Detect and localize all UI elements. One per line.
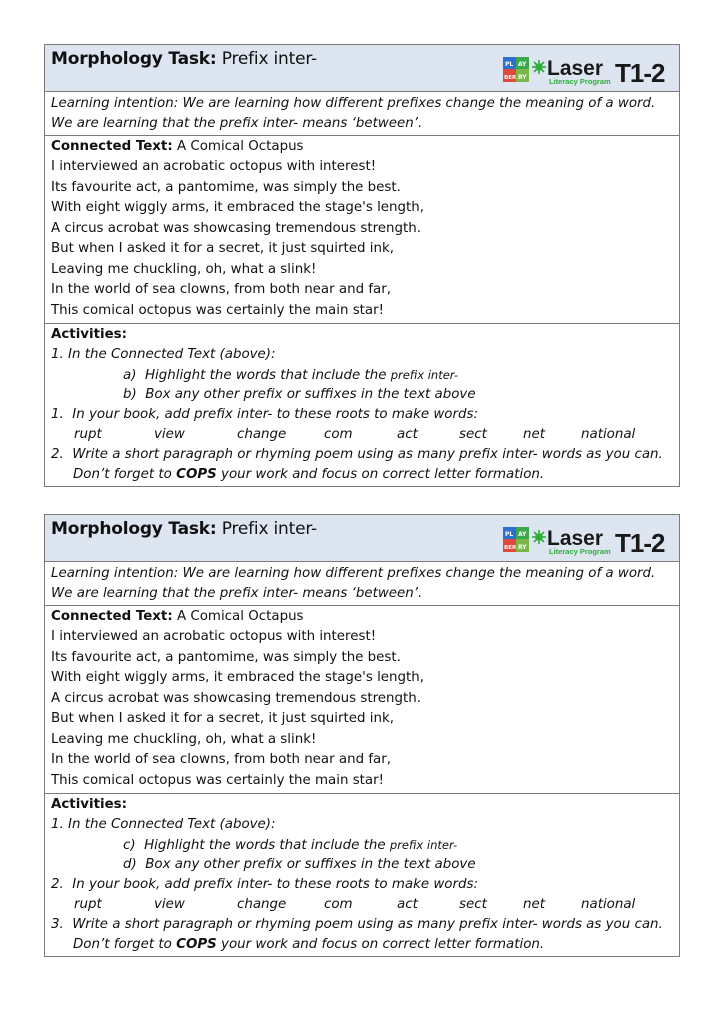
subtitle: Literacy Program xyxy=(549,77,611,86)
learning-intention-line: Learning intention: We are learning how different prefixes change the meaning of a word. xyxy=(51,96,656,111)
sub-a-text: Highlight the words that include the xyxy=(144,368,391,383)
poem-line: I interviewed an acrobatic octopus with interest! xyxy=(51,629,377,644)
learning-intention xyxy=(45,562,679,606)
morphology-task-card xyxy=(44,514,680,957)
poem-line: Leaving me chuckling, oh, what a slink! xyxy=(51,261,317,277)
learning-intention-line: Learning intention: We are learning how different prefixes change the meaning of a word. xyxy=(51,566,656,581)
sub-a-text: Highlight the words that include the xyxy=(144,838,390,853)
root-word: com xyxy=(324,897,353,912)
2: BER xyxy=(504,545,517,551)
poem-line: Its favourite act, a pantomime, was simply the best. xyxy=(51,179,401,195)
item3-line2-post: your work and focus on correct letter formation. xyxy=(216,937,545,952)
activity-item xyxy=(51,875,478,895)
connected-text xyxy=(45,136,679,324)
connected-text-heading xyxy=(51,607,304,627)
root-word: change xyxy=(237,427,287,442)
poem-title: A Comical Octapus xyxy=(176,609,304,624)
root-word: act xyxy=(397,897,418,912)
sub-a-small: prefix inter- xyxy=(390,368,459,382)
poem-line: I interviewed an acrobatic octopus with interest! xyxy=(51,159,377,174)
root-word: sect xyxy=(459,427,487,442)
root-word: net xyxy=(523,897,545,912)
brand: Laser xyxy=(547,57,604,80)
morphology-task-card xyxy=(44,44,680,487)
task-title-label: Morphology Task: xyxy=(51,519,217,539)
root-word: rupt xyxy=(74,897,102,912)
sub-b-marker: b) xyxy=(123,387,137,402)
poem-line: Leaving me chuckling, oh, what a slink! xyxy=(51,731,317,747)
task-title-topic: Prefix inter- xyxy=(216,49,317,69)
sparkle-icon xyxy=(532,60,546,74)
root-word: net xyxy=(523,427,545,442)
cops-emphasis: COPS xyxy=(176,937,217,952)
connected-text-label: Connected Text: xyxy=(51,609,173,624)
root-word: com xyxy=(324,427,353,442)
activities-label: Activities: xyxy=(51,327,128,342)
3: RY xyxy=(518,74,527,81)
activity-item: 1. In the Connected Text (above): xyxy=(51,347,276,362)
task-title-label: Morphology Task: xyxy=(51,49,217,69)
task-title-topic: Prefix inter- xyxy=(216,519,317,539)
subtitle: Literacy Program xyxy=(549,547,611,556)
item3-text: Write a short paragraph or rhyming poem using as many prefix inter- words as you can. xyxy=(72,447,663,462)
poem-line: With eight wiggly arms, it embraced the stage's length, xyxy=(51,200,425,215)
root-word: rupt xyxy=(74,427,102,442)
poem-line: This comical octopus was certainly the main star! xyxy=(51,302,385,318)
sub-b-text: Box any other prefix or suffixes in the text above xyxy=(145,387,476,402)
item3-text: Write a short paragraph or rhyming poem using as many prefix inter- words as you can. xyxy=(72,917,663,932)
activities-label: Activities: xyxy=(51,797,128,812)
laser-literacy-logo xyxy=(503,53,669,87)
poem-line: In the world of sea clowns, from both near and far, xyxy=(51,282,392,297)
poem-line: Its favourite act, a pantomime, was simply the best. xyxy=(51,649,401,665)
3: RY xyxy=(518,544,527,551)
level: T1-2 xyxy=(615,58,665,87)
activity-subitem xyxy=(123,365,458,386)
activity-subitem xyxy=(123,855,476,875)
poem-line: But when I asked it for a secret, it just squirted ink, xyxy=(51,241,394,256)
learning-intention xyxy=(45,92,679,136)
sub-a-marker: a) xyxy=(123,368,137,383)
1: AY xyxy=(518,531,527,538)
cops-emphasis: COPS xyxy=(176,467,217,482)
item2-num: 1. xyxy=(51,407,64,422)
item3-line2-pre: Don’t forget to xyxy=(73,937,177,952)
poem-line: In the world of sea clowns, from both near and far, xyxy=(51,752,392,767)
card-header xyxy=(45,515,679,562)
activity-item-continued xyxy=(73,465,544,485)
level: T1-2 xyxy=(615,528,665,557)
sub-b-text: Box any other prefix or suffixes in the text above xyxy=(145,857,476,872)
activity-item xyxy=(51,915,663,935)
poem-line: A circus acrobat was showcasing tremendous strength. xyxy=(51,220,422,236)
activity-item xyxy=(51,405,478,425)
learning-intention-line: We are learning that the prefix inter- means ‘between’. xyxy=(51,116,423,131)
activity-subitem xyxy=(123,385,476,405)
item3-line2-pre: Don’t forget to xyxy=(73,467,177,482)
laser-literacy-logo xyxy=(503,523,669,557)
learning-intention-line: We are learning that the prefix inter- means ‘between’. xyxy=(51,586,423,601)
poem-line: A circus acrobat was showcasing tremendous strength. xyxy=(51,690,422,706)
item2-text: In your book, add prefix inter- to these roots to make words: xyxy=(72,877,478,892)
sub-a-small: prefix inter- xyxy=(389,838,458,852)
sparkle-icon xyxy=(532,530,546,544)
2: BER xyxy=(504,75,517,81)
poem-line: But when I asked it for a secret, it just squirted ink, xyxy=(51,711,394,726)
1: AY xyxy=(518,61,527,68)
activities xyxy=(45,324,679,486)
root-word: act xyxy=(397,427,418,442)
poem-line: With eight wiggly arms, it embraced the stage's length, xyxy=(51,670,425,685)
root-word: view xyxy=(154,897,185,912)
card-header xyxy=(45,45,679,92)
activity-item: 1. In the Connected Text (above): xyxy=(51,817,276,832)
0: PL xyxy=(505,61,514,68)
activity-item xyxy=(51,445,663,465)
connected-text-label: Connected Text: xyxy=(51,139,173,154)
connected-text-heading xyxy=(51,137,304,157)
root-word: view xyxy=(154,427,185,442)
connected-text xyxy=(45,606,679,794)
item3-num: 3. xyxy=(51,917,64,932)
activity-item-continued xyxy=(73,935,544,955)
sub-a-marker: c) xyxy=(123,838,136,853)
poem-line: This comical octopus was certainly the main star! xyxy=(51,772,385,788)
root-word: national xyxy=(581,427,636,442)
activities xyxy=(45,794,679,956)
brand: Laser xyxy=(547,527,604,550)
sub-b-marker: d) xyxy=(123,857,137,872)
root-word: national xyxy=(581,897,636,912)
activity-subitem xyxy=(123,835,457,856)
root-word: sect xyxy=(459,897,487,912)
task-title xyxy=(51,519,317,539)
poem-title: A Comical Octapus xyxy=(176,139,304,154)
root-word: change xyxy=(237,897,287,912)
0: PL xyxy=(505,531,514,538)
task-title xyxy=(51,49,317,69)
item2-text: In your book, add prefix inter- to these roots to make words: xyxy=(72,407,478,422)
item3-line2-post: your work and focus on correct letter formation. xyxy=(216,467,545,482)
item3-num: 2. xyxy=(51,447,64,462)
item2-num: 2. xyxy=(51,877,64,892)
